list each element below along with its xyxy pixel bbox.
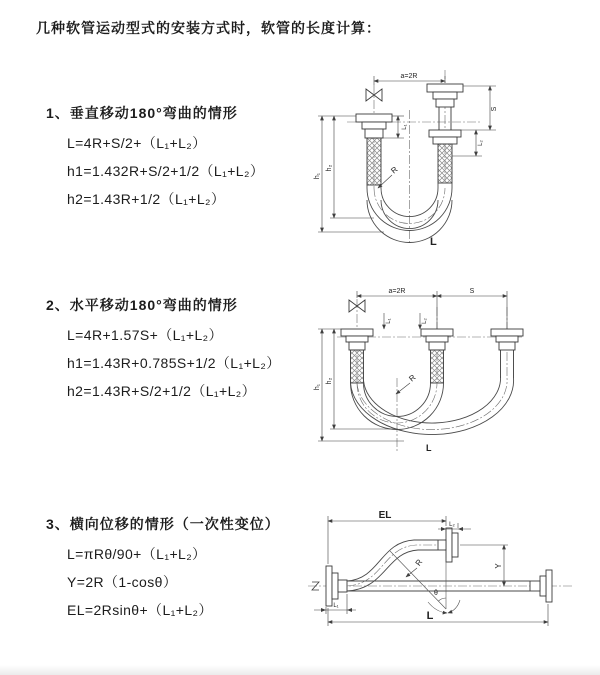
diagram-lateral-displacement (300, 502, 580, 650)
diagram-vertical-180-bend (312, 68, 552, 256)
hose-u-bends (351, 376, 514, 435)
left-flange (326, 566, 347, 606)
dim-top-width (357, 291, 507, 329)
section-2-heading: 2、水平移动180°弯曲的情形 (46, 297, 238, 313)
fitting2-dimension-label: L₂ (449, 522, 455, 528)
offset-dimension-label: Y (494, 563, 503, 569)
effective-length-label: EL (378, 510, 392, 521)
right-braided-hose (438, 144, 452, 183)
displaced-centerline (347, 545, 438, 586)
radius-label: R (413, 557, 425, 568)
lateral-displacement-figure (300, 502, 580, 650)
dim-length (328, 604, 548, 626)
right-flange (530, 570, 552, 602)
radius-label: R (389, 164, 400, 176)
hose-displaced-position (347, 540, 438, 591)
height2-dimension-label: h₂ (326, 377, 333, 385)
section-3-heading: 3、横向位移的情形（一次性变位） (46, 516, 280, 532)
left-fitting (356, 114, 392, 138)
fitting2-dimension-label: L₂ (478, 140, 484, 146)
scan-edge-shadow (0, 665, 600, 675)
formula-h2: h2=1.43R+1/2（L₁+L₂） (67, 191, 226, 207)
section-lateral-displacement (46, 514, 280, 618)
formula-y: Y=2R（1-cosθ） (67, 574, 178, 590)
travel-dimension-label: S (469, 288, 475, 295)
right-fitting (491, 329, 523, 350)
radius-label: R (407, 372, 418, 384)
formula-length: L=πRθ/90+（L₁+L₂） (67, 546, 207, 562)
formula-h1: h1=1.43R+0.785S+1/2（L₁+L₂） (67, 355, 281, 371)
fitting1-dimension-label: L₁ (402, 124, 408, 130)
travel-dimension-label: S (491, 106, 498, 112)
centerlines (337, 299, 522, 451)
horizontal-bend-figure (312, 283, 562, 458)
right-upper-fitting (427, 84, 463, 107)
formula-length: L=4R+S/2+（L₁+L₂） (67, 135, 207, 151)
diagram-horizontal-180-bend (312, 283, 562, 458)
height1-dimension-label: h₁ (314, 383, 321, 391)
middle-braided-hose (431, 350, 444, 383)
width-dimension-label: a=2R (388, 288, 406, 295)
formula-h1: h1=1.432R+S/2+1/2（L₁+L₂） (67, 163, 265, 179)
height1-dimension-label: h₁ (314, 172, 321, 180)
fitting1-dimension-label: L₁ (386, 318, 392, 324)
left-fitting (341, 329, 373, 350)
middle-fitting (421, 329, 453, 350)
length-label: L (426, 610, 434, 622)
page-title: 几种软管运动型式的安装方式时，软管的长度计算： (36, 20, 381, 36)
radius-leader-line (396, 383, 410, 394)
section-vertical-movement (46, 103, 264, 207)
left-braided-hose (367, 138, 381, 185)
right-lower-fitting (429, 130, 461, 144)
dim-travel (452, 86, 496, 156)
formula-length: L=4R+1.57S+（L₁+L₂） (67, 327, 223, 343)
length-label: L (430, 236, 437, 248)
angle-label: θ (434, 590, 438, 597)
left-braided-hose (351, 350, 364, 383)
section-1-heading: 1、垂直移动180°弯曲的情形 (46, 105, 238, 121)
vertical-bend-figure (312, 68, 552, 256)
width-dimension-label: a=2R (400, 73, 418, 80)
formula-h2: h2=1.43R+S/2+1/2（L₁+L₂） (67, 383, 257, 399)
length-label: L (426, 443, 432, 453)
height2-dimension-label: h₂ (326, 164, 333, 172)
raised-end-fitting (438, 528, 458, 562)
formula-el: EL=2Rsinθ+（L₁+L₂） (67, 602, 213, 618)
section-horizontal-movement (46, 295, 281, 399)
fitting1-dimension-label: L₁ (333, 603, 339, 609)
fitting2-dimension-label: L₂ (422, 318, 428, 324)
